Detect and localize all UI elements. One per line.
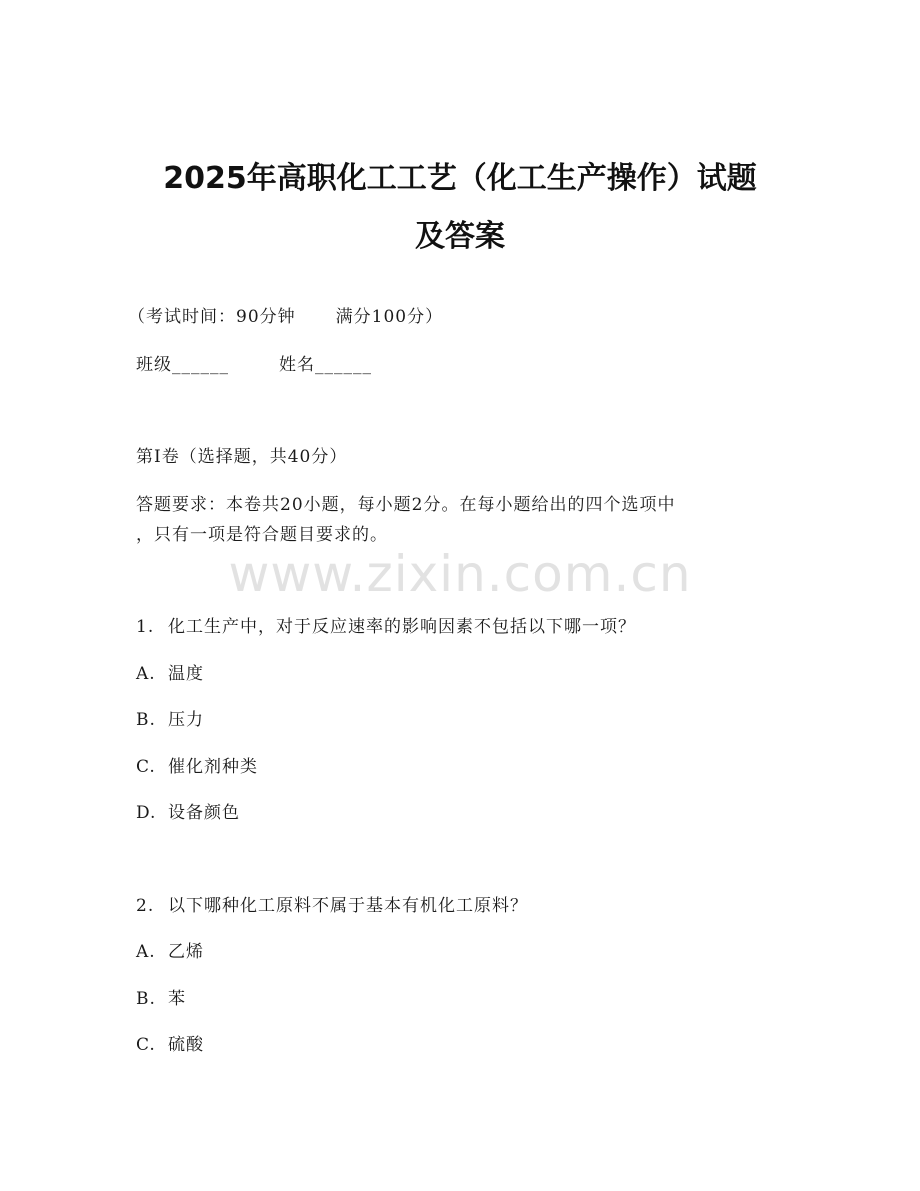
exam-score: 满分100分） [335,307,444,327]
option-text: 设备颜色 [168,803,240,823]
question-2-option-b [136,984,186,1009]
document-title [0,150,920,266]
question-1-option-b [136,705,204,730]
option-letter: B. [136,989,156,1009]
option-text: 苯 [168,989,186,1009]
question-2-option-c [136,1030,204,1055]
question-number: 1. [136,617,155,637]
option-letter: B. [136,710,156,730]
option-text: 催化剂种类 [168,757,258,777]
option-text: 硫酸 [168,1035,204,1055]
section-heading: 第I卷（选择题，共40分） [136,447,348,467]
student-fields [136,350,372,375]
name-field: 姓名______ [279,355,372,375]
exam-time: （考试时间：90分钟 [128,307,296,327]
instruction-line-2: ，只有一项是符合题目要求的。 [136,525,388,545]
exam-info [128,302,443,327]
question-number: 2. [136,896,155,916]
option-text: 温度 [168,664,204,684]
question-text: 化工生产中，对于反应速率的影响因素不包括以下哪一项？ [168,617,636,637]
instruction-line-1: 答题要求：本卷共20小题，每小题2分。在每小题给出的四个选项中 [136,495,676,515]
option-letter: D. [136,803,157,823]
option-letter: C. [136,757,156,777]
option-letter: C. [136,1035,156,1055]
question-1-option-c [136,752,258,777]
title-line-1: 2025年高职化工工艺（化工生产操作）试题 [163,161,757,196]
question-2-option-a [136,937,204,962]
option-letter: A. [136,664,156,684]
title-line-2: 及答案 [415,219,505,254]
question-1 [136,612,636,637]
question-2 [136,891,528,916]
question-text: 以下哪种化工原料不属于基本有机化工原料？ [168,896,528,916]
watermark: www.zixin.com.cn [228,545,692,603]
class-field: 班级______ [136,355,229,375]
option-text: 压力 [168,710,204,730]
option-text: 乙烯 [168,942,204,962]
question-1-option-d [136,798,240,823]
question-1-option-a [136,659,204,684]
option-letter: A. [136,942,156,962]
